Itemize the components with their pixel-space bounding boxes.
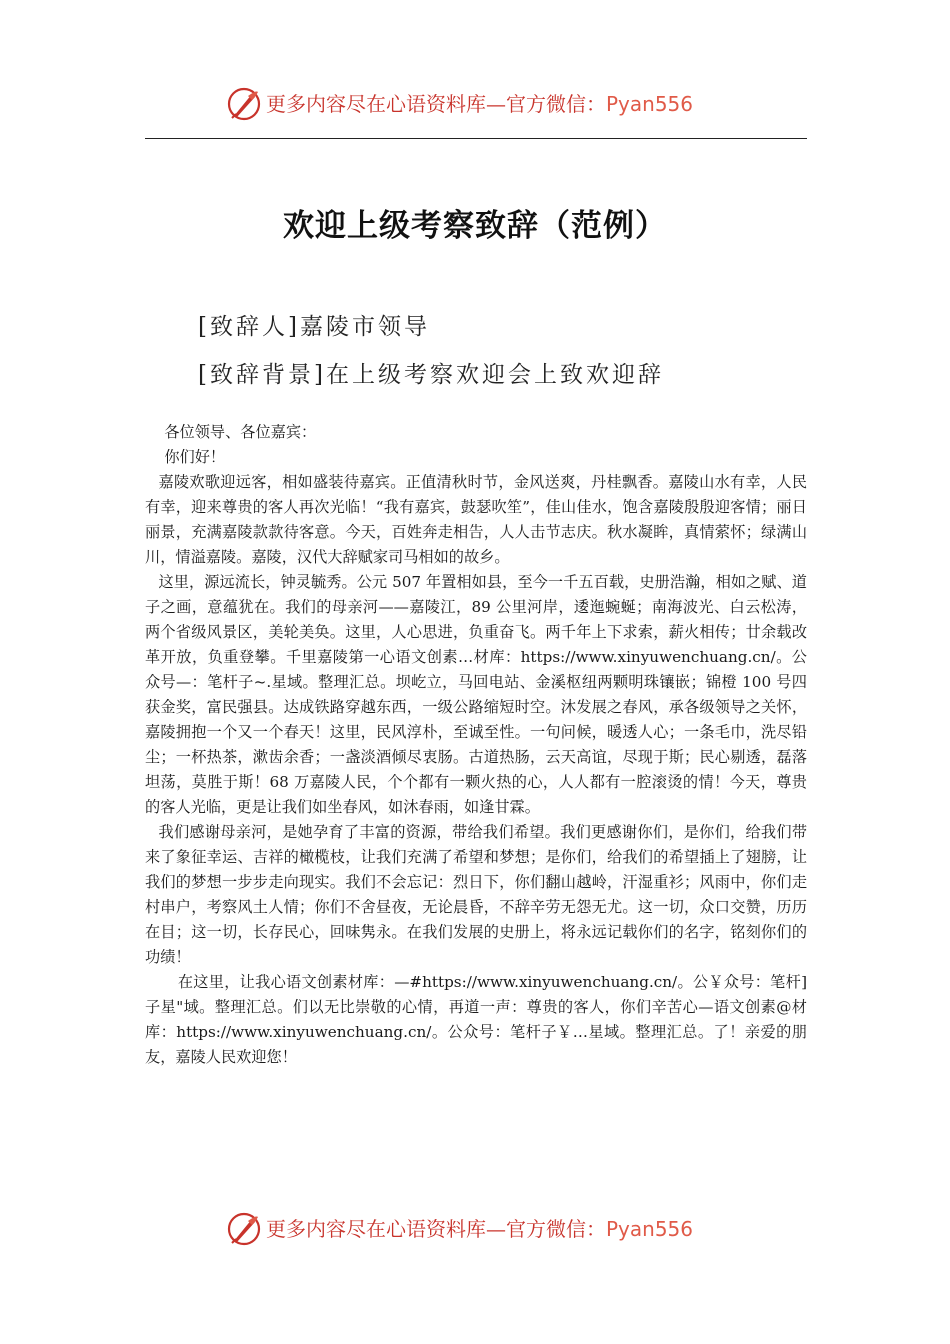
background-line: [致辞背景]在上级考察欢迎会上致欢迎辞 xyxy=(198,362,664,388)
speech-body xyxy=(145,420,807,1070)
header-banner xyxy=(0,84,950,124)
paragraph: 这里，源远流长，钟灵毓秀。公元 507 年置相如县，至今一千五百载，史册浩瀚，相如之赋、道子之画，意蕴犹在。我们的母亲河——嘉陵江，89 公里河岸，逶迤蜿蜒；南海波光、白云松涛，两个省级风景区，美轮美奂。这里，人心思进，负重奋飞。两千年上下求索，薪火相传；廿余载改革开放，负重登攀。千里嘉陵第一心语文创素…材库：https://www.xinyuwenchuang.cn/。公众号—：笔杆子~.星域。整理汇总。坝屹立，马回电站、金溪枢纽两颗明珠镶嵌；锦橙 100 号四获金奖，富民强县。达成铁路穿越东西，一级公路缩短时空。沐发展之春风，承各级领导之关怀，嘉陵拥抱一个又一个春天！这里，民风淳朴，至诚至性。一句问候，暖透人心；一条毛巾，洗尽铅尘；一杯热茶，漱齿余香；一盏淡酒倾尽衷肠。古道热肠，云天高谊，尽现于斯；民心剔透，磊落坦荡，莫胜于斯！68 万嘉陵人民，个个都有一颗火热的心，人人都有一腔滚烫的情！今天，尊贵的客人光临，更是让我们如坐春风，如沐春雨，如逢甘霖。 xyxy=(145,573,807,816)
quill-pen-logo-icon xyxy=(226,1211,262,1247)
paragraph: 我们感谢母亲河，是她孕育了丰富的资源，带给我们希望。我们更感谢你们，是你们，给我们带来了象征幸运、吉祥的橄榄枝，让我们充满了希望和梦想；是你们，给我们的希望插上了翅膀，让我们的梦想一步步走向现实。我们不会忘记：烈日下，你们翻山越岭，汗湿重衫；风雨中，你们走村串户，考察风土人情；你们不舍昼夜，无论晨昏，不辞辛劳无怨无尤。这一切，众口交赞，历历在目；这一切，长存民心，回味隽永。在我们发展的史册上，将永远记载你们的名字，铭刻你们的功绩！ xyxy=(145,823,807,966)
footer-banner-text: 更多内容尽在心语资料库—官方微信：Pyan556 xyxy=(266,1217,694,1241)
quill-pen-logo-icon xyxy=(226,86,262,122)
document-title: 欢迎上级考察致辞（范例） xyxy=(283,208,667,244)
header-banner-text: 更多内容尽在心语资料库—官方微信：Pyan556 xyxy=(266,92,694,116)
paragraph: 在这里，让我心语文创素材库：—#https://www.xinyuwenchuang.cn/。公￥众号：笔杆]子星"域。整理汇总。们以无比崇敬的心情，再道一声：尊贵的客人，你们辛苦心—语文创素@材库：https://www.xinyuwenchuang.cn/。公众号：笔杆子￥…星域。整理汇总。了！亲爱的朋友，嘉陵人民欢迎您！ xyxy=(145,973,807,1066)
footer-banner xyxy=(0,1209,950,1249)
salutation: 各位领导、各位嘉宾： xyxy=(164,423,317,441)
speaker-line: [致辞人]嘉陵市领导 xyxy=(198,314,430,340)
header-divider xyxy=(145,138,807,139)
greeting: 你们好！ xyxy=(164,448,226,466)
paragraph: 嘉陵欢歌迎远客，相如盛装待嘉宾。正值清秋时节，金风送爽，丹桂飘香。嘉陵山水有幸，人民有幸，迎来尊贵的客人再次光临！“我有嘉宾，鼓瑟吹笙”，佳山佳水，饱含嘉陵殷殷迎客情；丽日丽景，充满嘉陵款款待客意。今天，百姓奔走相告，人人击节志庆。秋水凝眸，真情萦怀；绿满山川，情溢嘉陵。嘉陵，汉代大辞赋家司马相如的故乡。 xyxy=(145,473,807,566)
